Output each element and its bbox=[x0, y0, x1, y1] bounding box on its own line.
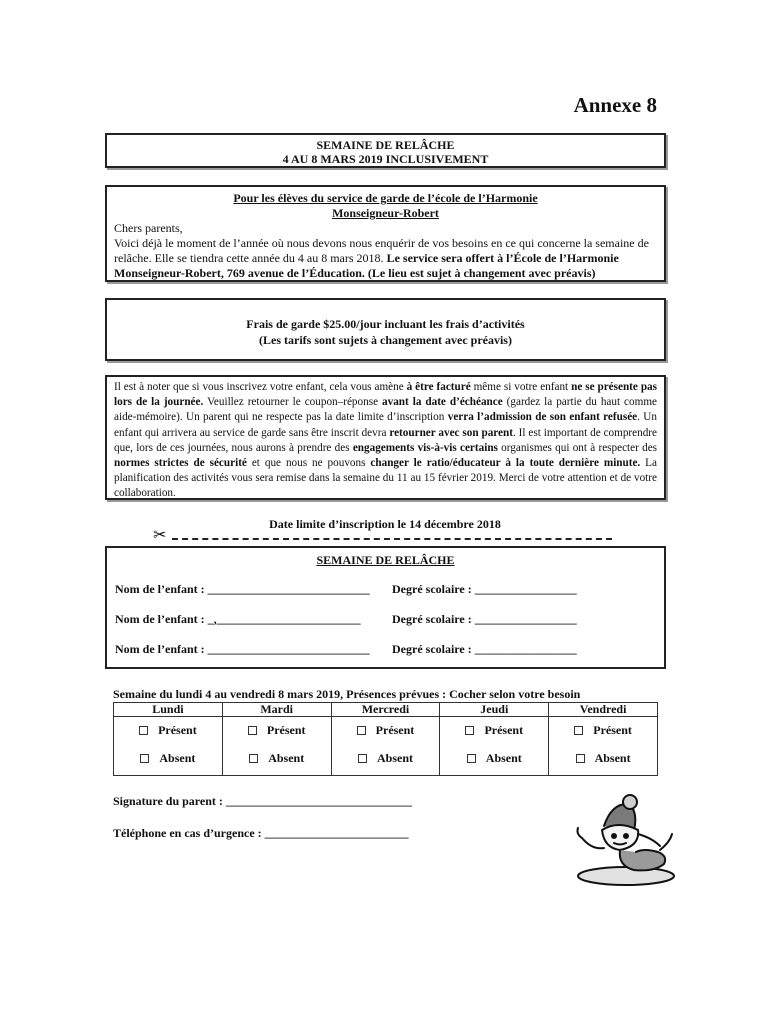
notice-text: même si votre enfant bbox=[470, 381, 572, 393]
present-checkbox-thursday[interactable] bbox=[465, 726, 474, 735]
grade-field-1[interactable]: Degré scolaire : _________________ bbox=[392, 582, 577, 596]
notice-text: Veuillez retourner le coupon–réponse bbox=[203, 396, 383, 409]
coupon-box bbox=[105, 546, 666, 669]
registration-deadline: Date limite d’inscription le 14 décembre 2018 bbox=[269, 517, 501, 531]
notice-text: (gardez la partie du haut comme aide-mémoire). Un parent qui ne respecte pas la date limite d’inscription bbox=[114, 396, 657, 424]
notice-text: organismes qui ont à respecter des bbox=[497, 441, 658, 454]
notice-bold: retourner avec son parent bbox=[389, 426, 513, 439]
coupon-title: SEMAINE DE RELÂCHE bbox=[316, 553, 455, 567]
notice-text: et que nous ne pouvons bbox=[246, 457, 371, 470]
fees-box bbox=[105, 298, 666, 361]
annex-label: Annexe 8 bbox=[573, 93, 657, 117]
day-header-monday: Lundi bbox=[114, 703, 223, 717]
fees-line-2: (Les tarifs sont sujets à changement avec préavis) bbox=[259, 333, 512, 347]
title-line-1: SEMAINE DE RELÂCHE bbox=[316, 138, 455, 152]
child-name-field-3[interactable]: Nom de l’enfant : ___________________________ bbox=[115, 642, 370, 656]
notice-bold: à être facturé bbox=[406, 381, 471, 393]
grade-field-2[interactable]: Degré scolaire : _________________ bbox=[392, 612, 577, 626]
child-name-field-1[interactable]: Nom de l’enfant : ___________________________ bbox=[115, 582, 370, 596]
day-header-wednesday: Mercredi bbox=[331, 703, 440, 717]
cut-line bbox=[172, 538, 612, 540]
day-header-friday: Vendredi bbox=[549, 703, 658, 717]
title-line-2: 4 AU 8 MARS 2019 INCLUSIVEMENT bbox=[282, 152, 489, 166]
intro-box bbox=[105, 185, 666, 282]
absent-checkbox-wednesday[interactable] bbox=[358, 754, 367, 763]
intro-greeting: Chers parents, bbox=[114, 221, 183, 235]
absent-label: Absent bbox=[376, 750, 413, 765]
intro-text: Voici déjà le moment de l’année où nous devons nous enquérir de vos besoins en ce qui concerne la semaine de relâche. Elle se tiendra cette année du 4 au 8 mars 2018. bbox=[114, 236, 649, 265]
present-label: Présent bbox=[266, 722, 306, 737]
parent-signature-field[interactable]: Signature du parent : _______________________________ bbox=[113, 794, 412, 808]
intro-paragraph bbox=[114, 236, 657, 281]
title-box bbox=[105, 133, 666, 168]
present-label: Présent bbox=[375, 722, 415, 737]
absent-label: Absent bbox=[485, 750, 522, 765]
emergency-phone-field[interactable]: Téléphone en cas d’urgence : ________________________ bbox=[113, 826, 409, 840]
day-header-thursday: Jeudi bbox=[440, 703, 549, 717]
notice-bold: normes strictes de sécurité bbox=[114, 457, 247, 470]
present-checkbox-friday[interactable] bbox=[574, 726, 583, 735]
notice-bold: changer le ratio/éducateur à la toute dernière minute. bbox=[370, 457, 641, 470]
intro-heading-1: Pour les élèves du service de garde de l’école de l’Harmonie bbox=[233, 191, 538, 205]
absent-label: Absent bbox=[594, 750, 631, 765]
notice-text: . Un enfant qui arrivera au service de garde sans être inscrit devra bbox=[114, 411, 657, 439]
notice-text: Il est à noter que si vous inscrivez votre enfant, cela vous amène bbox=[114, 381, 407, 393]
fees-line-1: Frais de garde $25.00/jour incluant les frais d’activités bbox=[246, 317, 525, 331]
absent-label: Absent bbox=[268, 750, 305, 765]
absent-checkbox-thursday[interactable] bbox=[467, 754, 476, 763]
intro-bold-text: Le service sera offert à l’École de l’Harmonie Monseigneur-Robert, 769 avenue de l’Éducation. (Le lieu est sujet à changement avec préavis) bbox=[114, 251, 619, 280]
notice-bold: avant la date d’échéance bbox=[382, 396, 503, 409]
notice-bold: ne se présente pas lors de la journée. bbox=[114, 381, 657, 409]
child-name-field-2[interactable]: Nom de l’enfant : _,________________________ bbox=[115, 612, 361, 626]
notice-text: La planification des activités vous sera remise dans la semaine du 11 au 15 février 2019. Merci de votre attention et de votre collaboration. bbox=[114, 457, 657, 500]
grade-field-3[interactable]: Degré scolaire : _________________ bbox=[392, 642, 577, 656]
present-checkbox-tuesday[interactable] bbox=[248, 726, 257, 735]
attendance-table bbox=[113, 702, 658, 776]
scissors-icon: ✂ bbox=[153, 527, 167, 544]
present-label: Présent bbox=[484, 722, 524, 737]
absent-checkbox-tuesday[interactable] bbox=[249, 754, 258, 763]
notice-text: . Il est important de comprendre que, lors de ces journées, nous aurons à prendre des bbox=[114, 426, 657, 454]
notice-bold: engagements vis-à-vis certains bbox=[352, 441, 498, 454]
absent-checkbox-friday[interactable] bbox=[576, 754, 585, 763]
absent-checkbox-monday[interactable] bbox=[140, 754, 149, 763]
notice-box bbox=[105, 375, 666, 500]
absent-label: Absent bbox=[159, 750, 196, 765]
present-label: Présent bbox=[158, 722, 197, 737]
week-label: Semaine du lundi 4 au vendredi 8 mars 2019, Présences prévues : Cocher selon votre besoin bbox=[113, 687, 581, 701]
notice-bold: verra l’admission de son enfant refusée bbox=[447, 411, 638, 424]
present-label: Présent bbox=[593, 722, 632, 737]
present-checkbox-monday[interactable] bbox=[139, 726, 148, 735]
intro-heading-2: Monseigneur-Robert bbox=[332, 206, 439, 220]
day-header-tuesday: Mardi bbox=[222, 703, 331, 717]
sledding-child-illustration bbox=[568, 790, 678, 890]
present-checkbox-wednesday[interactable] bbox=[357, 726, 366, 735]
